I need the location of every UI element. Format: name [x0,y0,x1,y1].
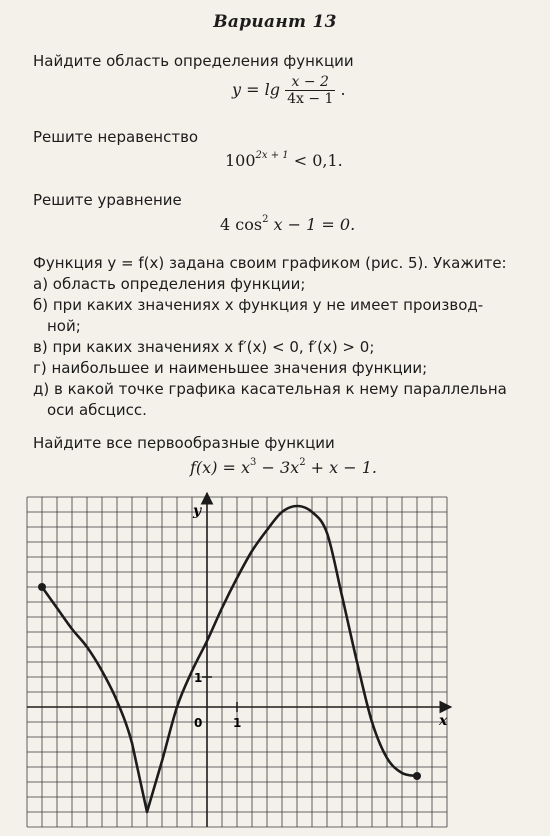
task1-end: . [340,80,346,99]
task5-f: f(x) = x [190,458,251,477]
task1-text: Найдите область определения функции [33,52,354,70]
variant-title: Вариант 13 [213,12,337,32]
task4-item-d: д) в какой точке графика касательная к нему параллельна [33,380,507,398]
curve-end-point [413,772,421,780]
task5-power1: 3 [250,457,257,468]
y-tick-label: 1 [194,671,203,685]
task4-item-d-cont: оси абсцисс. [47,401,147,419]
task1-lhs: y = lg [232,80,280,99]
curve-start-point [38,583,46,591]
x-axis-label: x [439,713,448,729]
task2-base: 100 [225,151,256,170]
task3-power: 2 [262,214,269,225]
task4-intro: Функция y = f(x) задана своим графиком (рис. 5). Укажите: [33,254,507,272]
task1-denominator: 4x − 1 [287,91,334,107]
task5-power2: 2 [299,457,306,468]
x-tick-label: 1 [233,716,242,730]
task4-item-b: б) при каких значениях x функция y не имеет производ- [33,296,484,314]
task1-numerator: x − 2 [285,74,335,91]
task5-end: + x − 1. [305,458,378,477]
task4-item-b-cont: ной; [47,317,81,335]
task4-item-a: а) область определения функции; [33,275,306,293]
function-curve [42,506,417,812]
y-axis-label: y [193,503,202,519]
task3-part1: 4 cos [220,215,263,234]
task2-text: Решите неравенство [33,128,199,146]
task4-item-v: в) при каких значениях x f′(x) < 0, f′(x) > 0; [33,338,375,356]
task5-text: Найдите все первообразные функции [33,434,335,452]
origin-label: 0 [194,716,203,730]
task3-part2: x − 1 = 0. [268,215,356,234]
task4-item-g: г) наибольшее и наименьшее значения функции; [33,359,428,377]
task3-text: Решите уравнение [33,191,182,209]
task5-mid: − 3x [256,458,300,477]
task2-rest: < 0,1. [288,151,343,170]
graph-grid [27,497,447,827]
task2-exponent: 2x + 1 [255,150,289,161]
